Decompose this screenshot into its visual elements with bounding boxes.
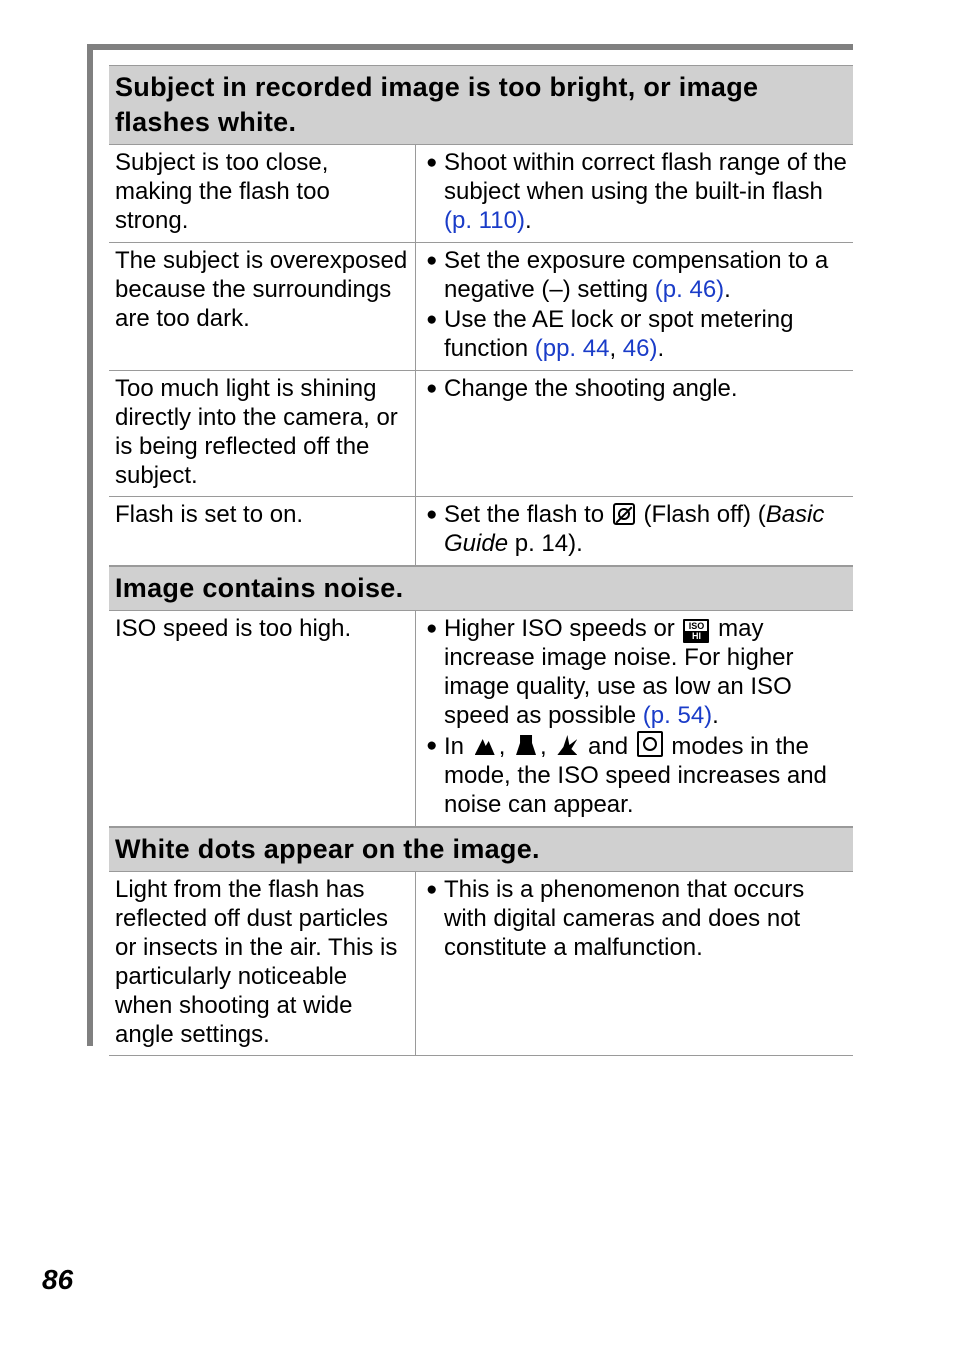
section-heading-too-bright: Subject in recorded image is too bright, or image flashes white.: [109, 65, 853, 145]
remedy-item: ● Change the shooting angle.: [426, 375, 738, 402]
cause-cell: ISO speed is too high.: [109, 611, 416, 826]
bullet-icon: ●: [426, 735, 438, 756]
bullet-icon: ●: [426, 152, 438, 173]
remedy-cell: [416, 497, 853, 565]
remedy-item: ● Higher ISO speeds or ISO HI may increase image noise. For higher image quality, use as low an ISO speed as possible (p. 54).: [426, 615, 794, 729]
page-link[interactable]: (p. 110): [444, 207, 525, 234]
remedy-item: ● Shoot within correct flash range of the subject when using the built-in flash (p. 110).: [426, 149, 847, 234]
table-row: [109, 497, 853, 566]
cause-cell: The subject is overexposed because the surroundings are too dark.: [109, 243, 416, 370]
section-heading-white-dots: White dots appear on the image.: [109, 827, 853, 872]
remedy-cell: [416, 243, 853, 370]
section-heading-noise: Image contains noise.: [109, 566, 853, 611]
remedy-cell: [416, 371, 853, 496]
scene-fireworks-icon: [555, 733, 579, 757]
scene-mode-icon: [637, 731, 663, 757]
remedy-item: ● Set the exposure compensation to a negative (–) setting (p. 46).: [426, 247, 829, 303]
remedy-item: ● In , , and modes in the mode, the ISO speed increases and noise can appear.: [426, 733, 827, 818]
table-row: [109, 371, 853, 497]
bullet-icon: ●: [426, 879, 438, 900]
cause-cell: Too much light is shining directly into the camera, or is being reflected off the subject.: [109, 371, 416, 496]
troubleshooting-table: [109, 65, 853, 1056]
page-number: 86: [42, 1264, 74, 1295]
bullet-icon: ●: [426, 250, 438, 271]
page-link[interactable]: 46): [622, 335, 658, 362]
top-border-bar: [87, 44, 853, 50]
cause-cell: Light from the flash has reflected off dust particles or insects in the air. This is particularly noticeable when shooting at wide angle settings.: [109, 872, 416, 1055]
table-row: [109, 872, 853, 1056]
bullet-icon: ●: [426, 618, 438, 639]
scene-night-icon: [514, 733, 538, 757]
scene-landscape-icon: [473, 733, 497, 757]
page-link[interactable]: (pp. 44: [534, 335, 610, 362]
table-row: [109, 145, 853, 243]
remedy-item: ● Use the AE lock or spot metering function (pp. 44, 46).: [426, 306, 794, 362]
table-row: [109, 611, 853, 827]
bullet-icon: ●: [426, 378, 438, 399]
iso-hi-icon: ISO HI: [683, 619, 709, 643]
bullet-icon: ●: [426, 504, 438, 525]
flash-off-icon: [613, 503, 635, 525]
bullet-icon: ●: [426, 309, 438, 330]
remedy-cell: [416, 145, 853, 242]
page-link[interactable]: (p. 54): [642, 702, 713, 729]
page-link[interactable]: (p. 46): [654, 276, 725, 303]
remedy-cell: [416, 872, 853, 1055]
table-row: [109, 243, 853, 371]
remedy-item: ● Set the flash to (Flash off) (Basic Guide p. 14).: [426, 501, 825, 557]
cause-cell: Flash is set to on.: [109, 497, 416, 565]
left-border-bar: [87, 44, 93, 1046]
remedy-item: ● This is a phenomenon that occurs with digital cameras and does not constitute a malfunction.: [426, 876, 805, 961]
remedy-cell: [416, 611, 853, 826]
cause-cell: Subject is too close, making the flash too strong.: [109, 145, 416, 242]
